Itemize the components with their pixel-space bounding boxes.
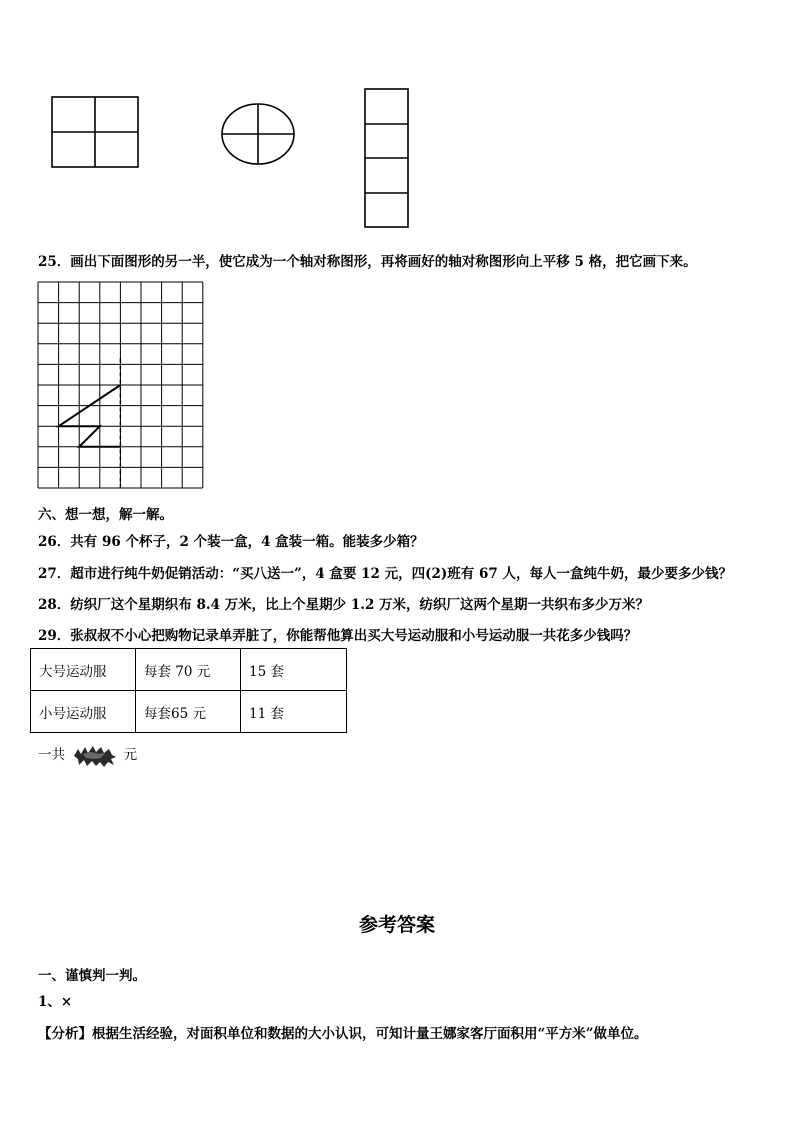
figures-top [0, 0, 794, 240]
question-27: 27．超市进行纯牛奶促销活动：“买八送一”，4 盒要 12 元，四(2)班有 67 人，每人一盒纯牛奶，最少要多少钱？ [38, 566, 732, 582]
quantity-cell: 11 套 [241, 691, 347, 733]
question-28: 28．纺织厂这个星期织布 8.4 万米，比上个星期少 1.2 万米，纺织厂这两个星期一共织布多少万米？ [38, 597, 650, 613]
item-cell: 小号运动服 [31, 691, 136, 733]
answer-analysis: 【分析】根据生活经验，对面积单位和数据的大小认识，可知计量王娜家客厅面积用“平方米”做单位。 [38, 1026, 648, 1042]
answer-title: 参考答案 [358, 914, 435, 936]
purchase-record-table [30, 648, 347, 733]
ink-stain-icon [71, 744, 117, 768]
rectangle-four-parts-figure [365, 89, 408, 227]
answer-item-1: 1、× [38, 994, 73, 1010]
price-cell: 每套 70 元 [136, 649, 241, 691]
question-26: 26．共有 96 个杯子，2 个装一盒，4 盒装一箱。能装多少箱？ [38, 534, 424, 550]
question-25: 25．画出下面图形的另一半，使它成为一个轴对称图形，再将画好的轴对称图形向上平移 5 格，把它画下来。 [38, 254, 697, 270]
square-quartered-figure [52, 97, 138, 167]
grid-figure [0, 270, 240, 510]
quantity-cell: 15 套 [241, 649, 347, 691]
circle-quartered-figure [222, 104, 294, 164]
half-figure-shape [59, 385, 121, 447]
total-prefix: 一共 [38, 747, 65, 763]
table-row [31, 649, 347, 691]
section-6-heading: 六、想一想，解一解。 [38, 507, 173, 523]
item-cell: 大号运动服 [31, 649, 136, 691]
table-row [31, 691, 347, 733]
price-cell: 每套65 元 [136, 691, 241, 733]
answer-section-1: 一、谨慎判一判。 [38, 968, 146, 984]
total-suffix: 元 [123, 747, 138, 763]
question-29: 29．张叔叔不小心把购物记录单弄脏了，你能帮他算出买大号运动服和小号运动服一共花多少钱吗？ [38, 628, 638, 644]
total-line [38, 743, 137, 768]
